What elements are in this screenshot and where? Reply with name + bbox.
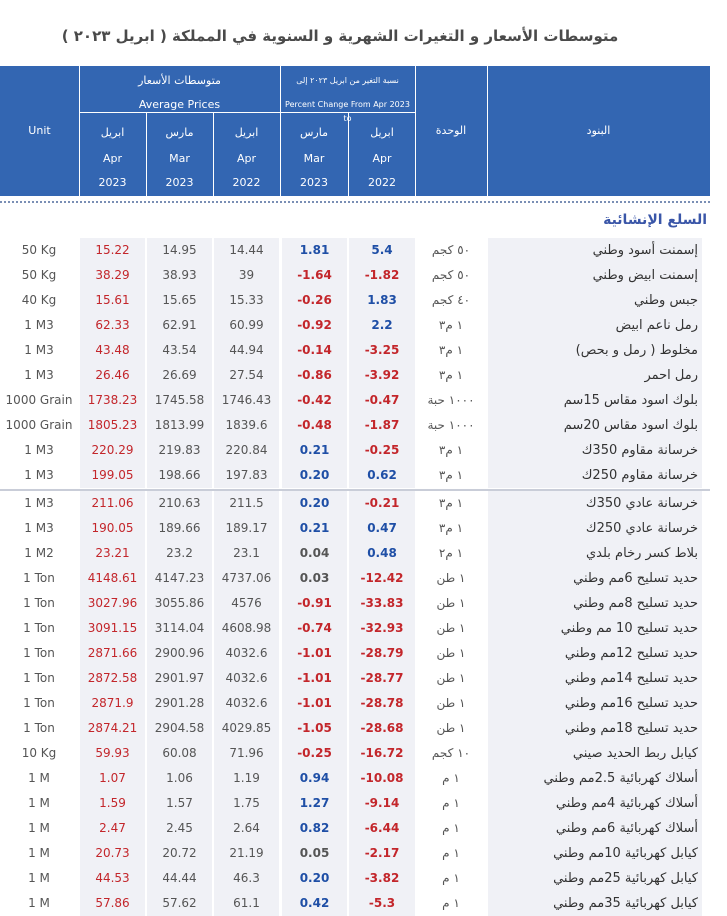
- cell-unit-ar: ١ م: [442, 896, 460, 910]
- cell-apr22: 4032.6: [214, 641, 279, 666]
- cell-chg-apr22: 5.4: [349, 238, 415, 263]
- cell-apr22: 1746.43: [214, 388, 279, 413]
- cell-unit-ar: ١ م٣: [438, 443, 464, 457]
- cell-chg-mar23: -1.01: [282, 641, 347, 666]
- cell-chg-apr22: -0.25: [349, 438, 415, 463]
- table-row: [0, 338, 710, 363]
- cell-item: حديد تسليح 16مم وطني: [488, 691, 702, 716]
- cell-chg-mar23: 0.05: [282, 841, 347, 866]
- cell-apr22: 211.5: [214, 491, 279, 516]
- cell-unit-en: 1 Ton: [23, 621, 55, 635]
- cell-unit-en: 1000 Grain: [5, 393, 73, 407]
- cell-apr23: 4148.61: [80, 566, 145, 591]
- cell-chg-apr22: -0.47: [349, 388, 415, 413]
- cell-item: بلوك اسود مقاس 15سم: [488, 388, 702, 413]
- cell-chg-mar23: -0.91: [282, 591, 347, 616]
- cell-apr22: 2.64: [214, 816, 279, 841]
- cell-unit-en: 50 Kg: [21, 268, 57, 282]
- table-row: [0, 841, 710, 866]
- header-unit-ar: الوحدة: [435, 124, 467, 137]
- cell-chg-apr22: -3.92: [349, 363, 415, 388]
- cell-chg-apr22: -32.93: [349, 616, 415, 641]
- cell-apr22: 61.1: [214, 891, 279, 916]
- cell-apr22: 4737.06: [214, 566, 279, 591]
- cell-apr23: 199.05: [80, 463, 145, 488]
- cell-unit-ar: ١٠٠٠ حبة: [427, 393, 475, 407]
- cell-mar23: 23.2: [147, 541, 212, 566]
- cell-chg-mar23: 0.20: [282, 491, 347, 516]
- cell-unit-en: 1 M: [28, 896, 50, 910]
- cell-item: حديد تسليح 10 مم وطني: [488, 616, 702, 641]
- table-row: [0, 313, 710, 338]
- cell-chg-apr22: -16.72: [349, 741, 415, 766]
- cell-apr22: 21.19: [214, 841, 279, 866]
- cell-mar23: 43.54: [147, 338, 212, 363]
- cell-unit-en: 1 Ton: [23, 571, 55, 585]
- cell-chg-mar23: 0.20: [282, 463, 347, 488]
- cell-unit-ar: ١ م٣: [438, 521, 464, 535]
- cell-unit-ar: ١ م: [442, 796, 460, 810]
- cell-apr22: 4576: [214, 591, 279, 616]
- table-row: [0, 263, 710, 288]
- cell-apr23: 1805.23: [80, 413, 145, 438]
- cell-item: حديد تسليح 14مم وطني: [488, 666, 702, 691]
- cell-item: خرسانة مقاوم 250ك: [488, 463, 702, 488]
- cell-item: أسلاك كهربائية 2.5مم وطني: [488, 766, 702, 791]
- cell-chg-mar23: 0.21: [282, 438, 347, 463]
- cell-unit-ar: ١ م٣: [438, 468, 464, 482]
- cell-item: كيابل كهربائية 25مم وطني: [488, 866, 702, 891]
- cell-chg-mar23: 0.42: [282, 891, 347, 916]
- table-row: [0, 288, 710, 313]
- cell-mar23: 14.95: [147, 238, 212, 263]
- cell-chg-mar23: 0.21: [282, 516, 347, 541]
- cell-unit-en: 1 M: [28, 846, 50, 860]
- header-pct-change-ar: نسبة التغير من ابريل ٢٠٢٣ إلى: [296, 76, 399, 85]
- cell-item: أسلاك كهربائية 4مم وطني: [488, 791, 702, 816]
- cell-apr22: 46.3: [214, 866, 279, 891]
- page-title: متوسطات الأسعار و التغيرات الشهرية و السنوية في المملكة ( ابريل ٢٠٢٣ ): [61, 27, 619, 45]
- cell-apr22: 1.75: [214, 791, 279, 816]
- cell-apr22: 1839.6: [214, 413, 279, 438]
- cell-chg-mar23: -0.25: [282, 741, 347, 766]
- cell-mar23: 2901.28: [147, 691, 212, 716]
- cell-apr22: 15.33: [214, 288, 279, 313]
- cell-apr23: 26.46: [80, 363, 145, 388]
- cell-unit-en: 1 M2: [24, 546, 54, 560]
- cell-apr23: 62.33: [80, 313, 145, 338]
- cell-chg-apr22: -5.3: [349, 891, 415, 916]
- cell-unit-en: 1 M3: [24, 443, 54, 457]
- cell-unit-ar: ١٠٠٠ حبة: [427, 418, 475, 432]
- cell-unit-ar: ١ طن: [436, 646, 466, 660]
- cell-apr22: 220.84: [214, 438, 279, 463]
- cell-chg-mar23: -0.14: [282, 338, 347, 363]
- cell-mar23: 3055.86: [147, 591, 212, 616]
- cell-apr23: 190.05: [80, 516, 145, 541]
- cell-unit-en: 1 Ton: [23, 721, 55, 735]
- cell-item: أسلاك كهربائية 6مم وطني: [488, 816, 702, 841]
- cell-chg-apr22: -12.42: [349, 566, 415, 591]
- cell-unit-ar: ١ طن: [436, 596, 466, 610]
- cell-mar23: 26.69: [147, 363, 212, 388]
- cell-unit-ar: ١ طن: [436, 571, 466, 585]
- cell-apr23: 220.29: [80, 438, 145, 463]
- table-row: [0, 816, 710, 841]
- cell-apr22: 4608.98: [214, 616, 279, 641]
- header-unit-en: Unit: [28, 124, 51, 137]
- cell-chg-mar23: -0.48: [282, 413, 347, 438]
- cell-chg-apr22: 2.2: [349, 313, 415, 338]
- cell-chg-mar23: -1.64: [282, 263, 347, 288]
- cell-chg-mar23: -0.92: [282, 313, 347, 338]
- cell-item: إسمنت ابيض وطني: [488, 263, 702, 288]
- cell-item: خرسانة عادي 250ك: [488, 516, 702, 541]
- table-row: [0, 666, 710, 691]
- table-row: [0, 463, 710, 488]
- table-row: [0, 413, 710, 438]
- cell-apr22: 4032.6: [214, 666, 279, 691]
- cell-apr22: 27.54: [214, 363, 279, 388]
- cell-item: كيابل كهربائية 35مم وطني: [488, 891, 702, 916]
- cell-apr23: 2874.21: [80, 716, 145, 741]
- table-row: [0, 238, 710, 263]
- cell-item: مخلوط ( رمل و بحص): [488, 338, 702, 363]
- cell-chg-apr22: 1.83: [349, 288, 415, 313]
- header-items-ar: البنود: [586, 124, 611, 137]
- section-title: السلع الإنشائية: [603, 212, 707, 228]
- table-row: [0, 741, 710, 766]
- cell-apr23: 15.22: [80, 238, 145, 263]
- cell-mar23: 2.45: [147, 816, 212, 841]
- cell-unit-ar: ١ م: [442, 846, 460, 860]
- header-avg-prices-en: Average Prices: [138, 98, 221, 111]
- cell-unit-ar: ٥٠ كجم: [431, 243, 471, 257]
- header-avg-prices-ar: متوسطات الأسعار: [138, 74, 221, 87]
- cell-item: إسمنت أسود وطني: [488, 238, 702, 263]
- cell-apr22: 197.83: [214, 463, 279, 488]
- cell-chg-mar23: 1.27: [282, 791, 347, 816]
- cell-apr22: 71.96: [214, 741, 279, 766]
- cell-chg-mar23: -1.01: [282, 691, 347, 716]
- cell-item: رمل احمر: [488, 363, 702, 388]
- cell-apr23: 15.61: [80, 288, 145, 313]
- cell-unit-ar: ١ طن: [436, 721, 466, 735]
- cell-unit-ar: ١ م٣: [438, 318, 464, 332]
- table-row: [0, 891, 710, 916]
- cell-chg-apr22: -28.68: [349, 716, 415, 741]
- cell-unit-ar: ١ طن: [436, 621, 466, 635]
- cell-mar23: 1.57: [147, 791, 212, 816]
- cell-chg-apr22: -0.21: [349, 491, 415, 516]
- cell-item: كيابل كهربائية 10مم وطني: [488, 841, 702, 866]
- cell-chg-mar23: 0.94: [282, 766, 347, 791]
- cell-unit-ar: ١ طن: [436, 671, 466, 685]
- cell-apr23: 44.53: [80, 866, 145, 891]
- cell-unit-ar: ١ م٣: [438, 343, 464, 357]
- table-row: [0, 541, 710, 566]
- cell-apr23: 3091.15: [80, 616, 145, 641]
- cell-item: بلاط كسر رخام بلدي: [488, 541, 702, 566]
- cell-apr23: 2872.58: [80, 666, 145, 691]
- cell-chg-apr22: -2.17: [349, 841, 415, 866]
- cell-apr22: 14.44: [214, 238, 279, 263]
- table-row: [0, 388, 710, 413]
- cell-unit-en: 10 Kg: [21, 746, 57, 760]
- cell-unit-en: 1 M3: [24, 496, 54, 510]
- cell-mar23: 210.63: [147, 491, 212, 516]
- cell-item: خرسانة عادي 350ك: [488, 491, 702, 516]
- cell-apr23: 43.48: [80, 338, 145, 363]
- cell-item: حديد تسليح 6مم وطني: [488, 566, 702, 591]
- cell-chg-apr22: -6.44: [349, 816, 415, 841]
- table-row: [0, 641, 710, 666]
- cell-mar23: 44.44: [147, 866, 212, 891]
- cell-mar23: 57.62: [147, 891, 212, 916]
- cell-mar23: 1745.58: [147, 388, 212, 413]
- cell-apr23: 2871.9: [80, 691, 145, 716]
- cell-unit-en: 1 M3: [24, 521, 54, 535]
- cell-chg-apr22: -3.25: [349, 338, 415, 363]
- cell-chg-apr22: -1.87: [349, 413, 415, 438]
- cell-chg-mar23: -1.05: [282, 716, 347, 741]
- cell-chg-apr22: -10.08: [349, 766, 415, 791]
- cell-unit-en: 1 M: [28, 871, 50, 885]
- table-row: [0, 791, 710, 816]
- cell-unit-en: 1000 Grain: [5, 418, 73, 432]
- cell-item: بلوك اسود مقاس 20سم: [488, 413, 702, 438]
- cell-apr23: 59.93: [80, 741, 145, 766]
- cell-mar23: 2904.58: [147, 716, 212, 741]
- cell-chg-mar23: -0.42: [282, 388, 347, 413]
- cell-unit-en: 1 M3: [24, 318, 54, 332]
- cell-apr22: 39: [214, 263, 279, 288]
- cell-mar23: 198.66: [147, 463, 212, 488]
- cell-chg-mar23: 0.04: [282, 541, 347, 566]
- cell-unit-ar: ١ م: [442, 771, 460, 785]
- table-row: [0, 516, 710, 541]
- cell-chg-apr22: -28.78: [349, 691, 415, 716]
- cell-item: رمل ناعم ابيض: [488, 313, 702, 338]
- header-pct-change-en: Percent Change From Apr 2023 to: [285, 100, 410, 123]
- cell-chg-mar23: 0.82: [282, 816, 347, 841]
- cell-apr23: 2871.66: [80, 641, 145, 666]
- cell-unit-ar: ٤٠ كجم: [431, 293, 471, 307]
- cell-mar23: 62.91: [147, 313, 212, 338]
- cell-mar23: 20.72: [147, 841, 212, 866]
- cell-chg-mar23: -0.26: [282, 288, 347, 313]
- cell-chg-apr22: -28.79: [349, 641, 415, 666]
- cell-unit-en: 1 Ton: [23, 696, 55, 710]
- cell-apr22: 4032.6: [214, 691, 279, 716]
- cell-unit-en: 1 M3: [24, 468, 54, 482]
- cell-unit-en: 1 M3: [24, 368, 54, 382]
- cell-chg-mar23: -0.86: [282, 363, 347, 388]
- cell-item: حديد تسليح 18مم وطني: [488, 716, 702, 741]
- cell-unit-ar: ١ طن: [436, 696, 466, 710]
- cell-chg-apr22: -1.82: [349, 263, 415, 288]
- cell-apr23: 1738.23: [80, 388, 145, 413]
- cell-chg-mar23: -1.01: [282, 666, 347, 691]
- table-row: [0, 616, 710, 641]
- cell-chg-mar23: 0.03: [282, 566, 347, 591]
- cell-unit-en: 50 Kg: [21, 243, 57, 257]
- cell-apr22: 44.94: [214, 338, 279, 363]
- cell-unit-ar: ٥٠ كجم: [431, 268, 471, 282]
- cell-chg-apr22: -33.83: [349, 591, 415, 616]
- cell-chg-mar23: 1.81: [282, 238, 347, 263]
- cell-apr23: 3027.96: [80, 591, 145, 616]
- cell-mar23: 38.93: [147, 263, 212, 288]
- table-row: [0, 716, 710, 741]
- cell-unit-ar: ١ م: [442, 821, 460, 835]
- cell-unit-ar: ١٠ كجم: [431, 746, 471, 760]
- table-row: [0, 438, 710, 463]
- table-row: [0, 491, 710, 516]
- table-row: [0, 691, 710, 716]
- table-row: [0, 566, 710, 591]
- cell-apr23: 23.21: [80, 541, 145, 566]
- cell-chg-apr22: 0.47: [349, 516, 415, 541]
- cell-apr23: 38.29: [80, 263, 145, 288]
- table-row: [0, 591, 710, 616]
- cell-mar23: 2900.96: [147, 641, 212, 666]
- cell-mar23: 1.06: [147, 766, 212, 791]
- cell-chg-apr22: -3.82: [349, 866, 415, 891]
- cell-chg-apr22: 0.62: [349, 463, 415, 488]
- cell-unit-ar: ١ م٣: [438, 496, 464, 510]
- cell-item: حديد تسليح 12مم وطني: [488, 641, 702, 666]
- cell-item: خرسانة مقاوم 350ك: [488, 438, 702, 463]
- table-row: [0, 766, 710, 791]
- cell-mar23: 219.83: [147, 438, 212, 463]
- cell-unit-ar: ١ م٢: [438, 546, 464, 560]
- cell-item: كيابل ربط الحديد صيني: [488, 741, 702, 766]
- table-row: [0, 866, 710, 891]
- cell-apr22: 189.17: [214, 516, 279, 541]
- cell-unit-en: 1 Ton: [23, 646, 55, 660]
- cell-apr22: 60.99: [214, 313, 279, 338]
- cell-unit-ar: ١ م٣: [438, 368, 464, 382]
- cell-apr22: 1.19: [214, 766, 279, 791]
- cell-apr23: 2.47: [80, 816, 145, 841]
- cell-unit-en: 1 M: [28, 796, 50, 810]
- cell-chg-mar23: -0.74: [282, 616, 347, 641]
- header-divider: [0, 201, 710, 203]
- cell-unit-en: 1 M3: [24, 343, 54, 357]
- cell-apr22: 23.1: [214, 541, 279, 566]
- cell-apr23: 211.06: [80, 491, 145, 516]
- cell-unit-en: 40 Kg: [21, 293, 57, 307]
- cell-apr23: 57.86: [80, 891, 145, 916]
- cell-unit-en: 1 Ton: [23, 671, 55, 685]
- cell-chg-apr22: -28.77: [349, 666, 415, 691]
- cell-mar23: 60.08: [147, 741, 212, 766]
- cell-unit-en: 1 M: [28, 771, 50, 785]
- cell-unit-en: 1 M: [28, 821, 50, 835]
- cell-item: حديد تسليح 8مم وطني: [488, 591, 702, 616]
- cell-mar23: 15.65: [147, 288, 212, 313]
- cell-item: جبس وطني: [488, 288, 702, 313]
- table-row: [0, 363, 710, 388]
- cell-apr23: 20.73: [80, 841, 145, 866]
- cell-unit-en: 1 Ton: [23, 596, 55, 610]
- cell-chg-apr22: -9.14: [349, 791, 415, 816]
- cell-apr23: 1.07: [80, 766, 145, 791]
- cell-mar23: 1813.99: [147, 413, 212, 438]
- cell-chg-mar23: 0.20: [282, 866, 347, 891]
- cell-mar23: 189.66: [147, 516, 212, 541]
- cell-unit-ar: ١ م: [442, 871, 460, 885]
- cell-mar23: 4147.23: [147, 566, 212, 591]
- cell-chg-apr22: 0.48: [349, 541, 415, 566]
- table-header: Unit متوسطات الأسعار Average Prices نسبة التغير من ابريل ٢٠٢٣ إلى Percent Change From Apr 2023 to الوحدة البنود ابريل Apr 2023 مارس Mar 2023 ابريل Apr 2022 مارس Mar 2023 ابريل Apr 2022: [0, 66, 710, 196]
- cell-mar23: 3114.04: [147, 616, 212, 641]
- cell-apr23: 1.59: [80, 791, 145, 816]
- cell-mar23: 2901.97: [147, 666, 212, 691]
- cell-apr22: 4029.85: [214, 716, 279, 741]
